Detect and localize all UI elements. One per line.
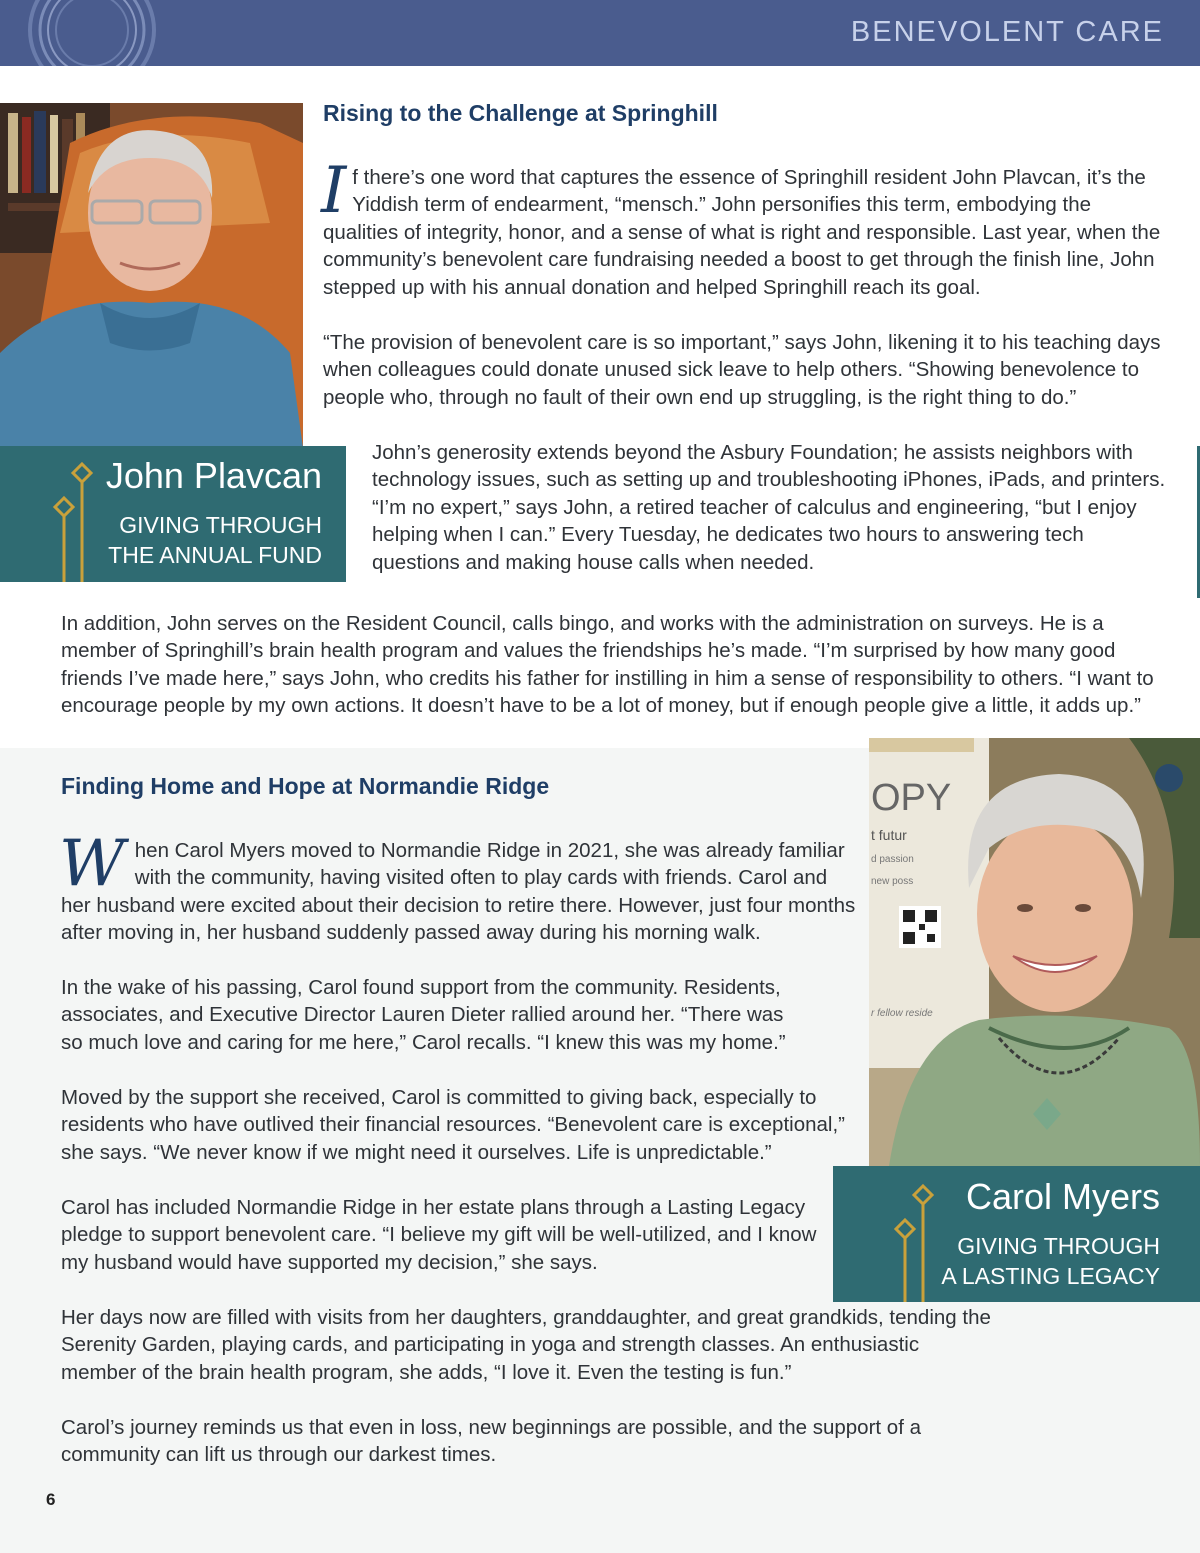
gold-diamond-ornament-icon — [46, 458, 98, 582]
story2-heading: Finding Home and Hope at Normandie Ridge — [61, 773, 550, 799]
poster-text-2: d passion — [871, 854, 914, 865]
john-caption-subtitle — [108, 510, 322, 570]
story2-paragraph-6: Carol’s journey reminds us that even in loss, new beginnings are possible, and the support of a community can lift us through our darkest times. — [61, 1416, 921, 1467]
carol-caption-name: Carol Myers — [965, 1176, 1160, 1217]
story2-paragraph-1-text: hen Carol Myers moved to Normandie Ridge in 2021, she was already familiar with the community, having visited often to play cards with friends. Carol and her husband were excited about their decision to retire there. However, just four months after moving in, her husband suddenly passed away during his morning walk. — [61, 839, 856, 945]
story2-paragraph-3: Moved by the support she received, Carol is committed to giving back, especially to residents who have outlived their financial resources. “Benevolent care is exceptional,” she says. “We never know if we might need it ourselves. Life is unpredictable.” — [61, 1086, 845, 1164]
poster-text-3: new poss — [871, 876, 914, 887]
john-caption-box — [0, 446, 346, 582]
story2-paragraph-4: Carol has included Normandie Ridge in her estate plans through a Lasting Legacy pledge to support benevolent care. “I believe my gift will be well-utilized, and I know my husband would have supported my decision,” she says. — [61, 1196, 817, 1274]
caption-line-1: GIVING THROUGH — [957, 1233, 1160, 1259]
story2-dropcap: W — [59, 827, 125, 901]
decorative-circles-icon — [14, 0, 174, 66]
story2-paragraph-5: Her days now are filled with visits from her daughters, granddaughter, and great grandkids, tending the Serenity Garden, playing cards, and participating in yoga and strength classes. An enthusiastic member of the brain health program, she adds, “I love it. Even the testing is fun.” — [61, 1306, 991, 1384]
section-title: BENEVOLENT CARE — [850, 16, 1164, 48]
story1-paragraph-2: “The provision of benevolent care is so important,” says John, likening it to his teaching days when colleagues could donate unused sick leave to help others. “Showing benevolence to people who, through no fault of their own end up struggling, is the right thing to do.” — [323, 331, 1161, 409]
story1-dropcap: I — [321, 154, 347, 228]
story2-paragraph-1 — [59, 827, 861, 947]
john-caption-name: John Plavcan — [105, 455, 322, 496]
caption-line-2: A LASTING LEGACY — [941, 1263, 1160, 1289]
header-bar — [0, 0, 1200, 66]
caption-line-1: GIVING THROUGH — [119, 512, 322, 538]
story1-paragraph-3: John’s generosity extends beyond the Asbury Foundation; he assists neighbors with technology issues, such as setting up and troubleshooting iPhones, iPads, and printers. “I’m no expert,” says John, a retired teacher of calculus and engineering, “but I enjoy helping when I can.” Every Tuesday, he dedicates two hours to answering tech questions and making house calls when needed. — [372, 441, 1166, 574]
story1-paragraph-1-text: f there’s one word that captures the essence of Springhill resident John Plavcan, it’s the Yiddish term of endearment, “mensch.” John personifies this term, embodying the qualities of integrity, honor, and a sense of what is right and responsible. Last year, when the community’s benevolent care fundraising needed a boost to get through the finish line, John stepped up with his annual donation and helped Springhill reach its goal. — [323, 166, 1161, 299]
gold-diamond-ornament-icon — [893, 1180, 945, 1302]
page-number: 6 — [46, 1490, 56, 1509]
story1-paragraph-1 — [321, 154, 1165, 301]
poster-text-4: r fellow reside — [871, 1008, 933, 1019]
story1-paragraph-4: In addition, John serves on the Resident Council, calls bingo, and works with the administration on surveys. He is a member of Springhill’s brain health program and values the friendships he’s made. “I’m surprised by how many good friends I’ve made here,” says John, who credits his father for instilling in him a sense of responsibility to others. “I want to encourage people by my own actions. It doesn’t have to be a lot of money, but if enough people give a little, it adds up.” — [61, 612, 1154, 718]
poster-text-big: OPY — [871, 777, 952, 819]
poster-text-1: t futur — [871, 827, 907, 843]
carol-caption-subtitle — [941, 1231, 1160, 1291]
carol-myers-photo — [869, 738, 1200, 1166]
john-plavcan-photo — [0, 103, 303, 448]
carol-caption-box — [833, 1166, 1200, 1302]
story2-paragraph-2: In the wake of his passing, Carol found support from the community. Residents, associates, and Executive Director Lauren Dieter rallied around her. “There was so much love and caring for me here,” Carol recalls. “I knew this was my home.” — [61, 976, 786, 1054]
story1-heading: Rising to the Challenge at Springhill — [323, 100, 718, 126]
caption-line-2: THE ANNUAL FUND — [108, 542, 322, 568]
